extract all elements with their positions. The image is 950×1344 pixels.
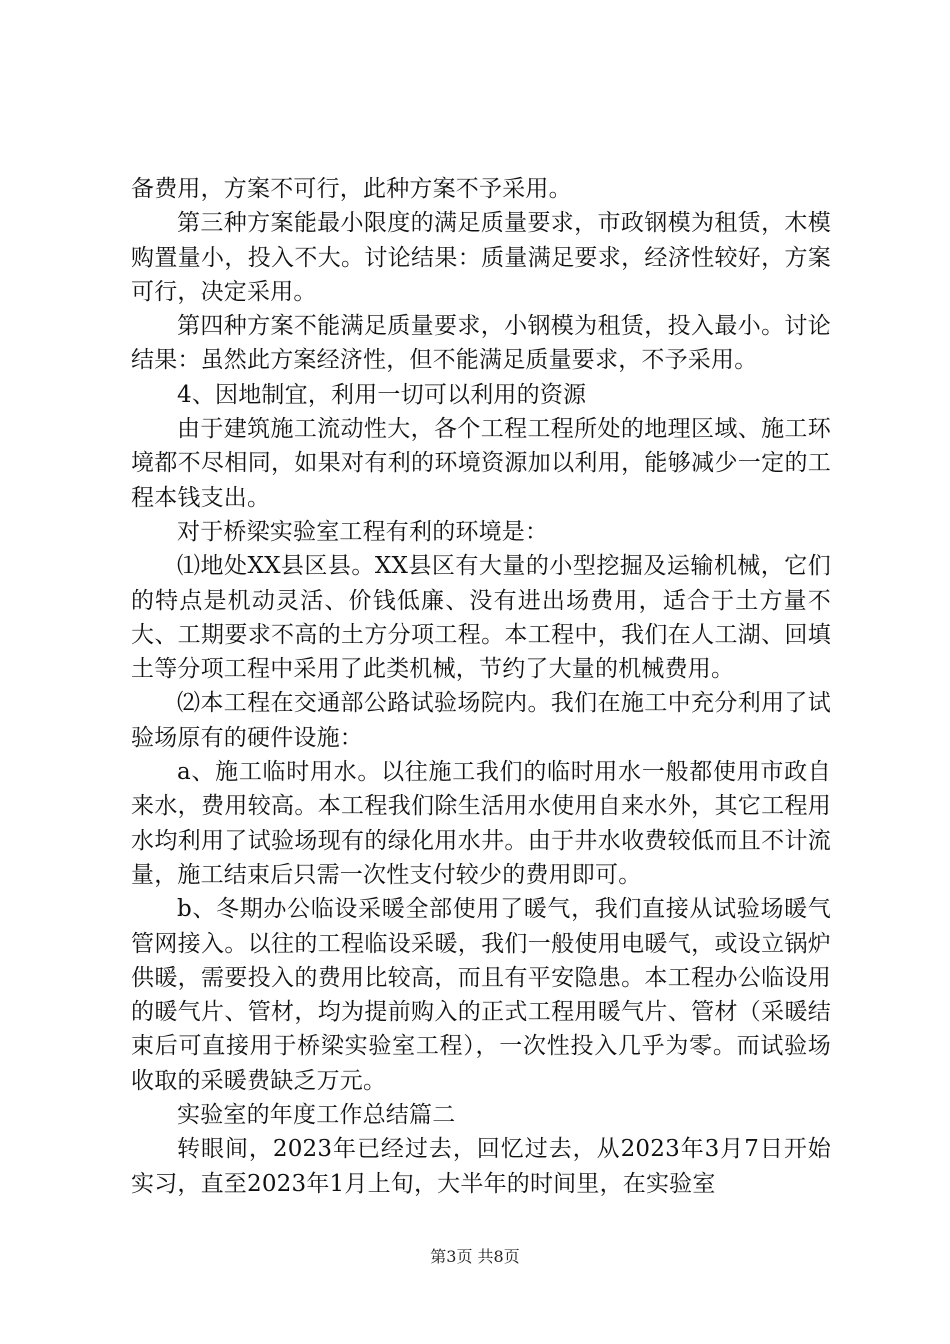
paragraph-1: 备费用，方案不可行，此种方案不予采用。 xyxy=(131,176,572,202)
page-number-footer: 第3页 共8页 xyxy=(430,1247,520,1266)
sub-item-b: b、冬期办公临设采暖全部使用了暖气，我们直接从试验场暖气管网接入。以往的工程临设采暖，我们一般使用电暖气，或设立锅炉供暖，需要投入的费用比较高，而且有平安隐患。本工程办公临设用的暖气片、管材，均为提前购入的正式工程用暖气片、管材（采暖结束后可直接用于桥梁实验室工程），一次性投入几乎为零。而试验场收取的采暖费缺乏万元。 xyxy=(131,896,831,1094)
paragraph-12: 转眼间，2023年已经过去，回忆过去，从2023年3月7日开始实习，直至2023年1月上旬，大半年的时间里，在实验室 xyxy=(131,1136,831,1197)
paragraph-3: 第四种方案不能满足质量要求，小钢模为租赁，投入最小。讨论结果：虽然此方案经济性，但不能满足质量要求，不予采用。 xyxy=(131,313,831,374)
list-item-2: ⑵本工程在交通部公路试验场院内。我们在施工中充分利用了试验场原有的硬件设施： xyxy=(131,690,831,751)
paragraph-2: 第三种方案能最小限度的满足质量要求，市政钢模为租赁，木模购置量小，投入不大。讨论结果：质量满足要求，经济性较好，方案可行，决定采用。 xyxy=(131,210,831,305)
section-heading-4: 4、因地制宜，利用一切可以利用的资源 xyxy=(177,381,587,408)
list-item-1: ⑴地处XX县区县。XX县区有大量的小型挖掘及运输机械，它们的特点是机动灵活、价钱低廉、没有进出场费用，适合于土方量不大、工期要求不高的土方分项工程。本工程中，我们在人工湖、回填土等分项工程中采用了此类机械，节约了大量的机械费用。 xyxy=(131,553,831,683)
document-body xyxy=(131,172,831,1201)
article-title-2: 实验室的年度工作总结篇二 xyxy=(177,1102,456,1129)
paragraph-6: 对于桥梁实验室工程有利的环境是： xyxy=(177,518,549,545)
sub-item-a: a、施工临时用水。以往施工我们的临时用水一般都使用市政自来水，费用较高。本工程我们除生活用水使用自来水外，其它工程用水均利用了试验场现有的绿化用水井。由于井水收费较低而且不计流量，施工结束后只需一次性支付较少的费用即可。 xyxy=(131,759,831,888)
paragraph-5: 由于建筑施工流动性大，各个工程工程所处的地理区域、施工环境都不尽相同，如果对有利的环境资源加以利用，能够减少一定的工程本钱支出。 xyxy=(131,416,831,511)
